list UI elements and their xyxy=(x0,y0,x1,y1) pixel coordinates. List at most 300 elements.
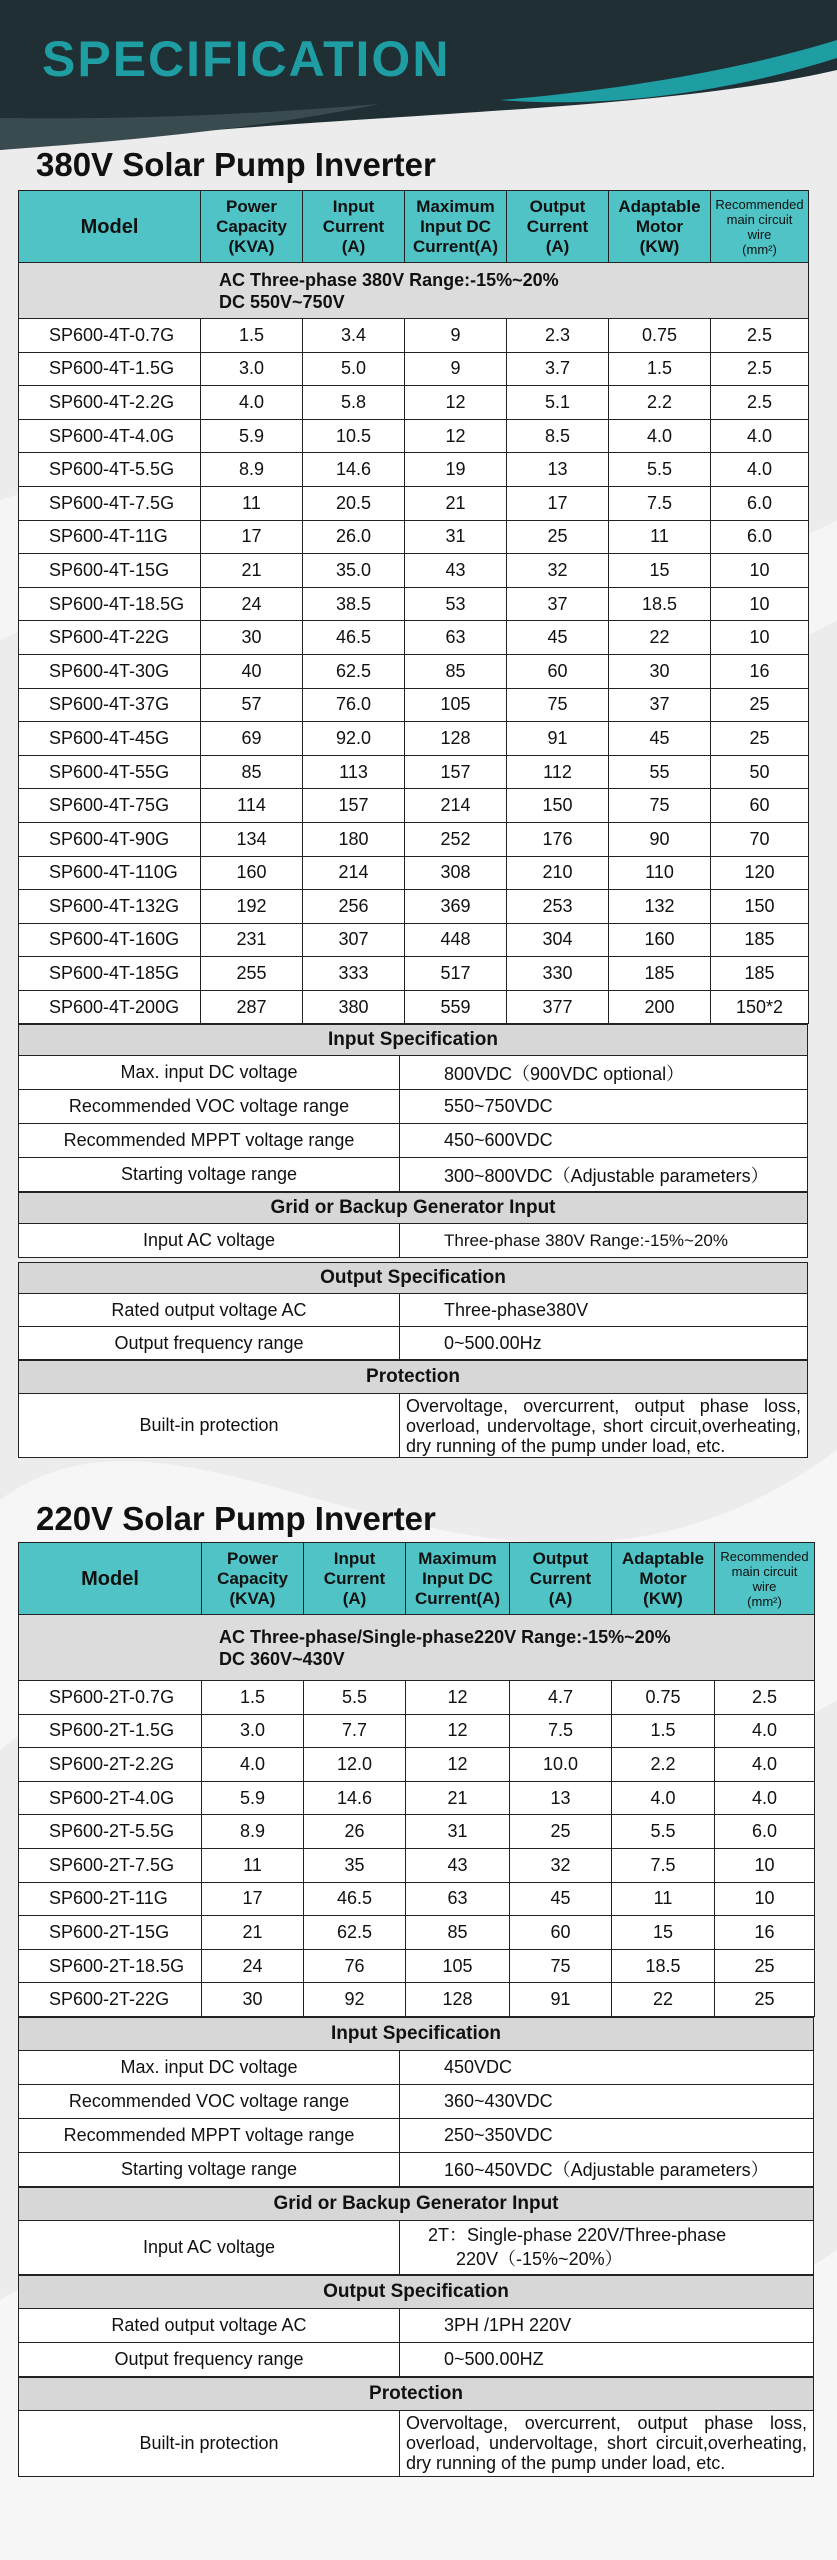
value-cell: 18.5 xyxy=(612,1949,715,1983)
table-row xyxy=(19,722,809,756)
value-cell: 15 xyxy=(612,1916,715,1950)
value-cell: 85 xyxy=(405,654,507,688)
kv-value: 160~450VDC（Adjustable parameters） xyxy=(400,2152,814,2186)
table-row xyxy=(19,1882,815,1916)
value-cell: 4.0 xyxy=(711,453,809,487)
value-cell: 17 xyxy=(202,1882,304,1916)
table-row xyxy=(19,1681,815,1715)
value-cell: 46.5 xyxy=(304,1882,406,1916)
value-cell: 92.0 xyxy=(303,722,405,756)
table-row xyxy=(19,923,809,957)
value-cell: 57 xyxy=(201,688,303,722)
value-cell: 12 xyxy=(405,386,507,420)
value-cell: 17 xyxy=(201,520,303,554)
kv-key: Starting voltage range xyxy=(19,2152,400,2186)
value-cell: 24 xyxy=(201,587,303,621)
value-cell: 517 xyxy=(405,957,507,991)
kv-value: 450VDC xyxy=(400,2050,814,2084)
value-cell: 76 xyxy=(304,1949,406,1983)
value-cell: 21 xyxy=(201,554,303,588)
value-cell: 14.6 xyxy=(304,1781,406,1815)
value-cell: 150*2 xyxy=(711,990,809,1024)
model-cell: SP600-4T-132G xyxy=(19,890,201,924)
value-cell: 231 xyxy=(201,923,303,957)
col-maxdc: Maximum Input DC Current(A) xyxy=(406,1543,510,1615)
value-cell: 13 xyxy=(510,1781,612,1815)
kv-row xyxy=(19,1124,808,1158)
value-cell: 210 xyxy=(507,856,609,890)
value-cell: 6.0 xyxy=(715,1815,815,1849)
col-power: Power Capacity (KVA) xyxy=(201,191,303,263)
value-cell: 134 xyxy=(201,822,303,856)
value-cell: 4.0 xyxy=(715,1748,815,1782)
value-cell: 22 xyxy=(612,1983,715,2017)
value-cell: 12 xyxy=(405,419,507,453)
value-cell: 7.5 xyxy=(612,1848,715,1882)
value-cell: 21 xyxy=(405,486,507,520)
value-cell: 0.75 xyxy=(612,1681,715,1715)
model-cell: SP600-4T-185G xyxy=(19,957,201,991)
value-cell: 308 xyxy=(405,856,507,890)
value-cell: 70 xyxy=(711,822,809,856)
model-cell: SP600-4T-4.0G xyxy=(19,419,201,453)
kv-row xyxy=(19,2342,814,2376)
kv-key: Max. input DC voltage xyxy=(19,2050,400,2084)
col-model: Model xyxy=(19,191,201,263)
value-cell: 2.2 xyxy=(609,386,711,420)
value-cell: 5.9 xyxy=(202,1781,304,1815)
model-cell: SP600-4T-18.5G xyxy=(19,587,201,621)
table-row xyxy=(19,486,809,520)
table-row xyxy=(19,822,809,856)
value-cell: 20.5 xyxy=(303,486,405,520)
table-220v xyxy=(18,1542,814,2477)
col-wire: Recommended main circuit wire (mm²) xyxy=(711,191,809,263)
supply-text: AC Three-phase/Single-phase220V Range:-15%~20% DC 360V~430V xyxy=(19,1615,815,1681)
value-cell: 157 xyxy=(303,789,405,823)
value-cell: 1.5 xyxy=(202,1681,304,1715)
section-title-220v: 220V Solar Pump Inverter xyxy=(36,1500,436,1537)
model-cell: SP600-4T-30G xyxy=(19,654,201,688)
value-cell: 157 xyxy=(405,755,507,789)
kv-key: Built-in protection xyxy=(19,1394,400,1458)
model-cell: SP600-2T-7.5G xyxy=(19,1848,202,1882)
value-cell: 8.9 xyxy=(202,1815,304,1849)
value-cell: 12.0 xyxy=(304,1748,406,1782)
value-cell: 10 xyxy=(715,1882,815,1916)
value-cell: 192 xyxy=(201,890,303,924)
model-cell: SP600-4T-11G xyxy=(19,520,201,554)
kv-value: Three-phase 380V Range:-15%~20% xyxy=(400,1224,808,1258)
value-cell: 559 xyxy=(405,990,507,1024)
value-cell: 7.7 xyxy=(304,1714,406,1748)
value-cell: 4.0 xyxy=(202,1748,304,1782)
model-cell: SP600-2T-18.5G xyxy=(19,1949,202,1983)
grid-head: Grid or Backup Generator Input xyxy=(18,1192,808,1223)
page-title: SPECIFICATION xyxy=(42,31,451,87)
table-row xyxy=(19,755,809,789)
model-cell: SP600-4T-55G xyxy=(19,755,201,789)
value-cell: 8.5 xyxy=(507,419,609,453)
value-cell: 18.5 xyxy=(609,587,711,621)
value-cell: 85 xyxy=(201,755,303,789)
model-cell: SP600-4T-0.7G xyxy=(19,319,201,353)
value-cell: 16 xyxy=(711,654,809,688)
col-input: Input Current (A) xyxy=(304,1543,406,1615)
kv-row xyxy=(19,2118,814,2152)
value-cell: 37 xyxy=(609,688,711,722)
value-cell: 31 xyxy=(405,520,507,554)
value-cell: 3.4 xyxy=(303,319,405,353)
kv-row xyxy=(19,1158,808,1192)
value-cell: 60 xyxy=(507,654,609,688)
col-model: Model xyxy=(19,1543,202,1615)
kv-row xyxy=(19,2084,814,2118)
kv-row xyxy=(19,2220,814,2274)
kv-value: 550~750VDC xyxy=(400,1090,808,1124)
value-cell: 30 xyxy=(202,1983,304,2017)
col-output: Output Current (A) xyxy=(507,191,609,263)
value-cell: 5.8 xyxy=(303,386,405,420)
value-cell: 185 xyxy=(609,957,711,991)
value-cell: 4.0 xyxy=(715,1781,815,1815)
value-cell: 4.0 xyxy=(612,1781,715,1815)
model-cell: SP600-4T-22G xyxy=(19,621,201,655)
value-cell: 43 xyxy=(406,1848,510,1882)
value-cell: 12 xyxy=(406,1681,510,1715)
value-cell: 4.0 xyxy=(715,1714,815,1748)
kv-row xyxy=(19,1224,808,1258)
model-cell: SP600-2T-15G xyxy=(19,1916,202,1950)
value-cell: 24 xyxy=(202,1949,304,1983)
value-cell: 12 xyxy=(406,1748,510,1782)
section-title-380v: 380V Solar Pump Inverter xyxy=(36,146,436,183)
value-cell: 30 xyxy=(609,654,711,688)
value-cell: 92 xyxy=(304,1983,406,2017)
model-cell: SP600-4T-110G xyxy=(19,856,201,890)
value-cell: 10 xyxy=(715,1848,815,1882)
value-cell: 60 xyxy=(711,789,809,823)
value-cell: 113 xyxy=(303,755,405,789)
value-cell: 37 xyxy=(507,587,609,621)
kv-row xyxy=(19,2152,814,2186)
value-cell: 55 xyxy=(609,755,711,789)
value-cell: 1.5 xyxy=(612,1714,715,1748)
value-cell: 185 xyxy=(711,923,809,957)
model-cell: SP600-4T-75G xyxy=(19,789,201,823)
value-cell: 10 xyxy=(711,554,809,588)
value-cell: 200 xyxy=(609,990,711,1024)
kv-value: 3PH /1PH 220V xyxy=(400,2308,814,2342)
kv-value: 250~350VDC xyxy=(400,2118,814,2152)
value-cell: 91 xyxy=(510,1983,612,2017)
value-cell: 90 xyxy=(609,822,711,856)
value-cell: 176 xyxy=(507,822,609,856)
table-row xyxy=(19,587,809,621)
kv-value: Overvoltage, overcurrent, output phase loss, overload, undervoltage, short circuit,overheating, dry running of the pump under load, etc. xyxy=(400,1394,808,1458)
value-cell: 1.5 xyxy=(609,352,711,386)
kv-row xyxy=(19,1394,808,1458)
value-cell: 15 xyxy=(609,554,711,588)
value-cell: 128 xyxy=(406,1983,510,2017)
table-row xyxy=(19,621,809,655)
col-input: Input Current (A) xyxy=(303,191,405,263)
table-row xyxy=(19,789,809,823)
kv-key: Max. input DC voltage xyxy=(19,1056,400,1090)
kv-key: Built-in protection xyxy=(19,2410,400,2476)
value-cell: 333 xyxy=(303,957,405,991)
table-row xyxy=(19,990,809,1024)
value-cell: 180 xyxy=(303,822,405,856)
value-cell: 35.0 xyxy=(303,554,405,588)
value-cell: 3.7 xyxy=(507,352,609,386)
table-row xyxy=(19,1848,815,1882)
col-maxdc: Maximum Input DC Current(A) xyxy=(405,191,507,263)
value-cell: 11 xyxy=(202,1848,304,1882)
kv-value: 800VDC（900VDC optional） xyxy=(400,1056,808,1090)
value-cell: 114 xyxy=(201,789,303,823)
value-cell: 287 xyxy=(201,990,303,1024)
value-cell: 304 xyxy=(507,923,609,957)
column-header-row xyxy=(19,191,809,263)
value-cell: 105 xyxy=(406,1949,510,1983)
model-cell: SP600-2T-1.5G xyxy=(19,1714,202,1748)
value-cell: 2.5 xyxy=(715,1681,815,1715)
col-motor: Adaptable Motor (KW) xyxy=(612,1543,715,1615)
value-cell: 19 xyxy=(405,453,507,487)
value-cell: 2.5 xyxy=(711,319,809,353)
table-row xyxy=(19,856,809,890)
value-cell: 69 xyxy=(201,722,303,756)
value-cell: 45 xyxy=(609,722,711,756)
kv-key: Output frequency range xyxy=(19,2342,400,2376)
table-row xyxy=(19,1916,815,1950)
value-cell: 330 xyxy=(507,957,609,991)
value-cell: 85 xyxy=(406,1916,510,1950)
kv-key: Input AC voltage xyxy=(19,1224,400,1258)
input-spec-head: Input Specification xyxy=(18,1024,808,1055)
value-cell: 5.9 xyxy=(201,419,303,453)
protection-head: Protection xyxy=(18,2377,814,2410)
model-cell: SP600-2T-11G xyxy=(19,1882,202,1916)
value-cell: 7.5 xyxy=(510,1714,612,1748)
kv-value: 450~600VDC xyxy=(400,1124,808,1158)
value-cell: 110 xyxy=(609,856,711,890)
value-cell: 2.2 xyxy=(612,1748,715,1782)
value-cell: 253 xyxy=(507,890,609,924)
value-cell: 255 xyxy=(201,957,303,991)
value-cell: 252 xyxy=(405,822,507,856)
kv-key: Output frequency range xyxy=(19,1327,400,1360)
protection-head: Protection xyxy=(18,1360,808,1393)
kv-key: Recommended VOC voltage range xyxy=(19,1090,400,1124)
value-cell: 4.7 xyxy=(510,1681,612,1715)
output-spec-head: Output Specification xyxy=(18,1262,808,1293)
model-cell: SP600-4T-200G xyxy=(19,990,201,1024)
kv-row xyxy=(19,1327,808,1360)
value-cell: 22 xyxy=(609,621,711,655)
kv-row xyxy=(19,2308,814,2342)
model-cell: SP600-4T-160G xyxy=(19,923,201,957)
value-cell: 10.0 xyxy=(510,1748,612,1782)
value-cell: 91 xyxy=(507,722,609,756)
value-cell: 10 xyxy=(711,621,809,655)
grid-head: Grid or Backup Generator Input xyxy=(18,2187,814,2220)
input-spec-head: Input Specification xyxy=(18,2017,814,2050)
value-cell: 4.0 xyxy=(711,419,809,453)
table-row xyxy=(19,386,809,420)
value-cell: 160 xyxy=(609,923,711,957)
value-cell: 380 xyxy=(303,990,405,1024)
value-cell: 25 xyxy=(715,1949,815,1983)
kv-key: Rated output voltage AC xyxy=(19,2308,400,2342)
value-cell: 4.0 xyxy=(609,419,711,453)
value-cell: 6.0 xyxy=(711,486,809,520)
value-cell: 63 xyxy=(405,621,507,655)
value-cell: 26 xyxy=(304,1815,406,1849)
col-wire: Recommended main circuit wire (mm²) xyxy=(715,1543,815,1615)
value-cell: 10 xyxy=(711,587,809,621)
table-row xyxy=(19,1748,815,1782)
table-380v xyxy=(18,190,808,1458)
value-cell: 2.5 xyxy=(711,386,809,420)
table-row xyxy=(19,890,809,924)
model-cell: SP600-4T-37G xyxy=(19,688,201,722)
table-row xyxy=(19,654,809,688)
kv-key: Input AC voltage xyxy=(19,2220,400,2274)
table-row xyxy=(19,554,809,588)
value-cell: 9 xyxy=(405,319,507,353)
table-row xyxy=(19,1949,815,1983)
supply-text: AC Three-phase 380V Range:-15%~20% DC 550V~750V xyxy=(19,263,809,319)
value-cell: 53 xyxy=(405,587,507,621)
model-cell: SP600-2T-22G xyxy=(19,1983,202,2017)
value-cell: 25 xyxy=(711,722,809,756)
value-cell: 5.0 xyxy=(303,352,405,386)
model-cell: SP600-4T-2.2G xyxy=(19,386,201,420)
value-cell: 112 xyxy=(507,755,609,789)
table-row xyxy=(19,520,809,554)
value-cell: 150 xyxy=(711,890,809,924)
value-cell: 35 xyxy=(304,1848,406,1882)
value-cell: 5.5 xyxy=(609,453,711,487)
table-row xyxy=(19,1815,815,1849)
value-cell: 21 xyxy=(406,1781,510,1815)
value-cell: 11 xyxy=(609,520,711,554)
value-cell: 76.0 xyxy=(303,688,405,722)
value-cell: 0.75 xyxy=(609,319,711,353)
value-cell: 50 xyxy=(711,755,809,789)
value-cell: 5.5 xyxy=(612,1815,715,1849)
value-cell: 132 xyxy=(609,890,711,924)
value-cell: 25 xyxy=(711,688,809,722)
value-cell: 75 xyxy=(507,688,609,722)
value-cell: 11 xyxy=(201,486,303,520)
value-cell: 21 xyxy=(202,1916,304,1950)
kv-key: Recommended MPPT voltage range xyxy=(19,2118,400,2152)
table-row xyxy=(19,419,809,453)
value-cell: 214 xyxy=(405,789,507,823)
value-cell: 11 xyxy=(612,1882,715,1916)
value-cell: 75 xyxy=(510,1949,612,1983)
model-cell: SP600-2T-2.2G xyxy=(19,1748,202,1782)
column-header-row xyxy=(19,1543,815,1615)
value-cell: 16 xyxy=(715,1916,815,1950)
value-cell: 12 xyxy=(406,1714,510,1748)
value-cell: 45 xyxy=(510,1882,612,1916)
value-cell: 3.0 xyxy=(202,1714,304,1748)
value-cell: 128 xyxy=(405,722,507,756)
kv-key: Recommended VOC voltage range xyxy=(19,2084,400,2118)
value-cell: 10.5 xyxy=(303,419,405,453)
value-cell: 9 xyxy=(405,352,507,386)
value-cell: 62.5 xyxy=(304,1916,406,1950)
kv-value: Overvoltage, overcurrent, output phase loss, overload, undervoltage, short circuit,overheating, dry running of the pump under load, etc. xyxy=(400,2410,814,2476)
kv-key: Recommended MPPT voltage range xyxy=(19,1124,400,1158)
kv-value: 0~500.00Hz xyxy=(400,1327,808,1360)
model-cell: SP600-2T-0.7G xyxy=(19,1681,202,1715)
value-cell: 377 xyxy=(507,990,609,1024)
model-cell: SP600-4T-7.5G xyxy=(19,486,201,520)
table-row xyxy=(19,1714,815,1748)
value-cell: 3.0 xyxy=(201,352,303,386)
table-row xyxy=(19,453,809,487)
model-cell: SP600-2T-4.0G xyxy=(19,1781,202,1815)
value-cell: 43 xyxy=(405,554,507,588)
table-row xyxy=(19,1781,815,1815)
value-cell: 214 xyxy=(303,856,405,890)
value-cell: 40 xyxy=(201,654,303,688)
value-cell: 26.0 xyxy=(303,520,405,554)
table-row xyxy=(19,688,809,722)
kv-row xyxy=(19,2050,814,2084)
value-cell: 13 xyxy=(507,453,609,487)
value-cell: 60 xyxy=(510,1916,612,1950)
value-cell: 63 xyxy=(406,1882,510,1916)
value-cell: 150 xyxy=(507,789,609,823)
model-cell: SP600-2T-5.5G xyxy=(19,1815,202,1849)
model-cell: SP600-4T-15G xyxy=(19,554,201,588)
value-cell: 25 xyxy=(715,1983,815,2017)
value-cell: 5.1 xyxy=(507,386,609,420)
value-cell: 2.3 xyxy=(507,319,609,353)
col-motor: Adaptable Motor (KW) xyxy=(609,191,711,263)
value-cell: 256 xyxy=(303,890,405,924)
value-cell: 75 xyxy=(609,789,711,823)
supply-row xyxy=(19,263,809,319)
value-cell: 2.5 xyxy=(711,352,809,386)
col-output: Output Current (A) xyxy=(510,1543,612,1615)
col-power: Power Capacity (KVA) xyxy=(202,1543,304,1615)
value-cell: 120 xyxy=(711,856,809,890)
table-row xyxy=(19,352,809,386)
value-cell: 185 xyxy=(711,957,809,991)
kv-value: Three-phase380V xyxy=(400,1294,808,1327)
table-row xyxy=(19,1983,815,2017)
kv-row xyxy=(19,1056,808,1090)
table-row xyxy=(19,957,809,991)
value-cell: 160 xyxy=(201,856,303,890)
value-cell: 369 xyxy=(405,890,507,924)
value-cell: 32 xyxy=(507,554,609,588)
value-cell: 25 xyxy=(507,520,609,554)
kv-row xyxy=(19,2410,814,2476)
kv-value: 2T：Single-phase 220V/Three-phase 220V（-15%~20%） xyxy=(400,2220,814,2274)
model-cell: SP600-4T-45G xyxy=(19,722,201,756)
value-cell: 105 xyxy=(405,688,507,722)
model-cell: SP600-4T-90G xyxy=(19,822,201,856)
value-cell: 5.5 xyxy=(304,1681,406,1715)
